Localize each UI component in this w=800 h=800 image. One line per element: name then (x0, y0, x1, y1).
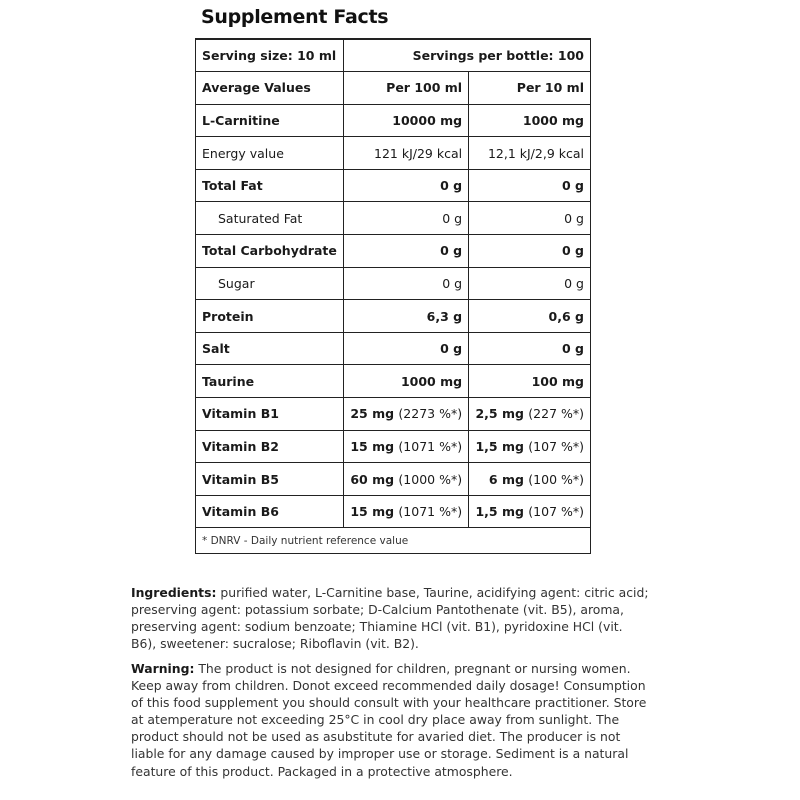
dnrv-percent: (227 %*) (528, 406, 584, 422)
table-row (196, 169, 591, 202)
table-row (196, 463, 591, 496)
header-average-values: Average Values (196, 72, 344, 105)
warning-paragraph (131, 660, 651, 780)
row-value-10ml (469, 495, 591, 528)
amount: 60 mg (350, 471, 395, 487)
header-per-10ml: Per 10 ml (469, 72, 591, 105)
row-value-10ml (469, 430, 591, 463)
amount: 2,5 mg (475, 406, 524, 422)
serving-size: Serving size: 10 ml (196, 39, 344, 72)
warning-label: Warning: (131, 661, 195, 676)
row-value-100ml: 121 kJ/29 kcal (343, 137, 468, 170)
row-value-10ml (469, 398, 591, 431)
row-value-10ml: 0 g (469, 332, 591, 365)
table-row (196, 300, 591, 333)
row-name: Total Carbohydrate (196, 235, 344, 268)
dnrv-percent: (107 %*) (528, 504, 584, 520)
dnrv-percent: (100 %*) (528, 471, 584, 487)
row-name: Vitamin B5 (196, 463, 344, 496)
dnrv-percent: (1000 %*) (398, 471, 463, 487)
amount: 25 mg (350, 406, 395, 422)
table-row (196, 267, 591, 300)
row-value-100ml: 0 g (343, 235, 468, 268)
ingredients-label: Ingredients: (131, 585, 217, 600)
row-name: Energy value (196, 137, 344, 170)
row-name: Salt (196, 332, 344, 365)
row-value-100ml: 6,3 g (343, 300, 468, 333)
row-name: L-Carnitine (196, 104, 344, 137)
amount: 15 mg (350, 438, 395, 454)
header-per-100ml: Per 100 ml (343, 72, 468, 105)
row-value-10ml: 12,1 kJ/2,9 kcal (469, 137, 591, 170)
table-row (196, 202, 591, 235)
row-value-100ml (343, 463, 468, 496)
amount: 6 mg (488, 471, 524, 487)
page-title: Supplement Facts (201, 6, 389, 28)
supplement-facts-table (195, 38, 591, 554)
row-value-100ml: 0 g (343, 202, 468, 235)
table-row (196, 398, 591, 431)
dnrv-percent: (1071 %*) (398, 438, 463, 454)
row-name: Saturated Fat (196, 202, 344, 235)
row-name: Vitamin B6 (196, 495, 344, 528)
servings-per-bottle: Servings per bottle: 100 (343, 39, 590, 72)
row-name: Vitamin B1 (196, 398, 344, 431)
row-value-10ml: 100 mg (469, 365, 591, 398)
table-row-serving (196, 39, 591, 72)
amount: 1,5 mg (475, 504, 524, 520)
amount: 1,5 mg (475, 438, 524, 454)
row-value-10ml: 0 g (469, 267, 591, 300)
dnrv-footnote: * DNRV - Daily nutrient reference value (196, 528, 591, 554)
table-row (196, 137, 591, 170)
row-value-100ml: 1000 mg (343, 365, 468, 398)
row-value-10ml: 1000 mg (469, 104, 591, 137)
row-value-100ml (343, 430, 468, 463)
row-value-10ml (469, 463, 591, 496)
row-value-100ml: 0 g (343, 267, 468, 300)
table-row (196, 495, 591, 528)
row-name: Total Fat (196, 169, 344, 202)
row-value-10ml: 0 g (469, 202, 591, 235)
dnrv-percent: (2273 %*) (398, 406, 463, 422)
table-header-row (196, 72, 591, 105)
row-value-10ml: 0 g (469, 235, 591, 268)
dnrv-percent: (1071 %*) (398, 504, 463, 520)
ingredients-paragraph (131, 584, 651, 652)
table-row (196, 104, 591, 137)
row-value-100ml: 0 g (343, 332, 468, 365)
row-value-100ml (343, 495, 468, 528)
table-footnote-row (196, 528, 591, 554)
dnrv-percent: (107 %*) (528, 438, 584, 454)
row-value-100ml (343, 398, 468, 431)
row-name: Vitamin B2 (196, 430, 344, 463)
row-name: Protein (196, 300, 344, 333)
amount: 15 mg (350, 504, 395, 520)
table-row (196, 332, 591, 365)
row-value-10ml: 0 g (469, 169, 591, 202)
ingredients-text: purified water, L-Carnitine base, Taurine, acidifying agent: citric acid; preserving agent: potassium sorbate; D-Calcium Pantothenate (vit. B5), aroma, preserving agent: sodium benzoate; Thiamine HCl (vit. B1), pyridoxine HCl (vit. B6), sweetener: sucralose; Riboflavin (vit. B2). (131, 585, 649, 652)
row-value-10ml: 0,6 g (469, 300, 591, 333)
warning-text: The product is not designed for children, pregnant or nursing women. Keep away from children. Donot exceed recommended daily dosage! Consumption of this food supplement you should consult with your healthcare practitioner. Store at atemperature not exceeding 25°C in cool dry place away from sunlight. The product should not be used as asubstitute for avaried diet. The producer is not liable for any damage caused by improper use or storage. Sediment is a natural feature of this product. Packaged in a protective atmosphere. (131, 661, 647, 779)
row-value-100ml: 0 g (343, 169, 468, 202)
table-row (196, 235, 591, 268)
row-name: Sugar (196, 267, 344, 300)
row-name: Taurine (196, 365, 344, 398)
table-row (196, 365, 591, 398)
row-value-100ml: 10000 mg (343, 104, 468, 137)
table-row (196, 430, 591, 463)
